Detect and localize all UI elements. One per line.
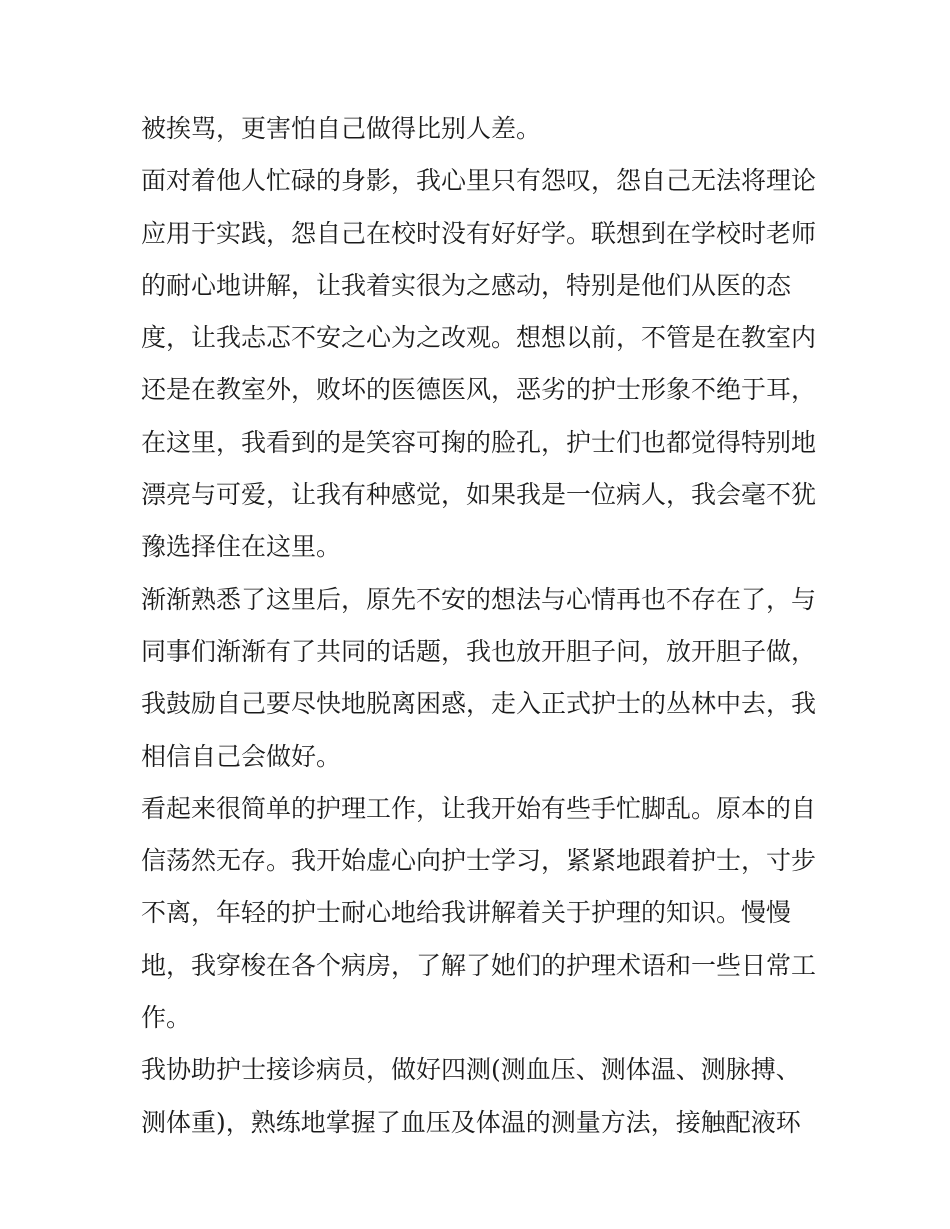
text-line: 我协助护士接诊病员，做好四测(测血压、测体温、测脉搏、 [141, 1055, 801, 1085]
text-line: 信荡然无存。我开始虚心向护士学习，紧紧地跟着护士，寸步 [141, 846, 817, 876]
text-line: 在这里，我看到的是笑容可掬的脸孔，护士们也都觉得特别地 [141, 427, 817, 457]
text-line: 同事们渐渐有了共同的话题，我也放开胆子问，放开胆子做， [141, 636, 817, 666]
text-line: 作。 [141, 1003, 192, 1033]
text-line: 度，让我忐忑不安之心为之改观。想想以前，不管是在教室内 [141, 323, 817, 353]
text-line: 不离，年轻的护士耐心地给我讲解着关于护理的知识。慢慢 [141, 898, 792, 928]
text-line: 渐渐熟悉了这里后，原先不安的想法与心情再也不存在了，与 [141, 584, 817, 614]
text-line: 豫选择住在这里。 [141, 532, 342, 562]
text-line: 我鼓励自己要尽快地脱离困惑，走入正式护士的丛林中去，我 [141, 689, 817, 719]
text-line: 被挨骂，更害怕自己做得比别人差。 [141, 114, 542, 143]
text-line: 还是在教室外，败坏的医德医风，恶劣的护士形象不绝于耳， [141, 375, 817, 405]
text-line: 地，我穿梭在各个病房，了解了她们的护理术语和一些日常工 [141, 950, 817, 980]
text-line: 的耐心地讲解，让我着实很为之感动，特别是他们从医的态 [141, 270, 792, 300]
text-line: 测体重)，熟练地掌握了血压及体温的测量方法，接触配液环 [141, 1107, 801, 1137]
text-line: 应用于实践，怨自己在校时没有好好学。联想到在学校时老师 [141, 218, 817, 248]
text-line: 面对着他人忙碌的身影，我心里只有怨叹，怨自己无法将理论 [141, 166, 817, 196]
text-line: 相信自己会做好。 [141, 741, 342, 771]
text-line: 漂亮与可爱，让我有种感觉，如果我是一位病人，我会毫不犹 [141, 480, 817, 510]
text-line: 看起来很简单的护理工作，让我开始有些手忙脚乱。原本的自 [141, 793, 817, 823]
document-body [141, 103, 817, 1149]
